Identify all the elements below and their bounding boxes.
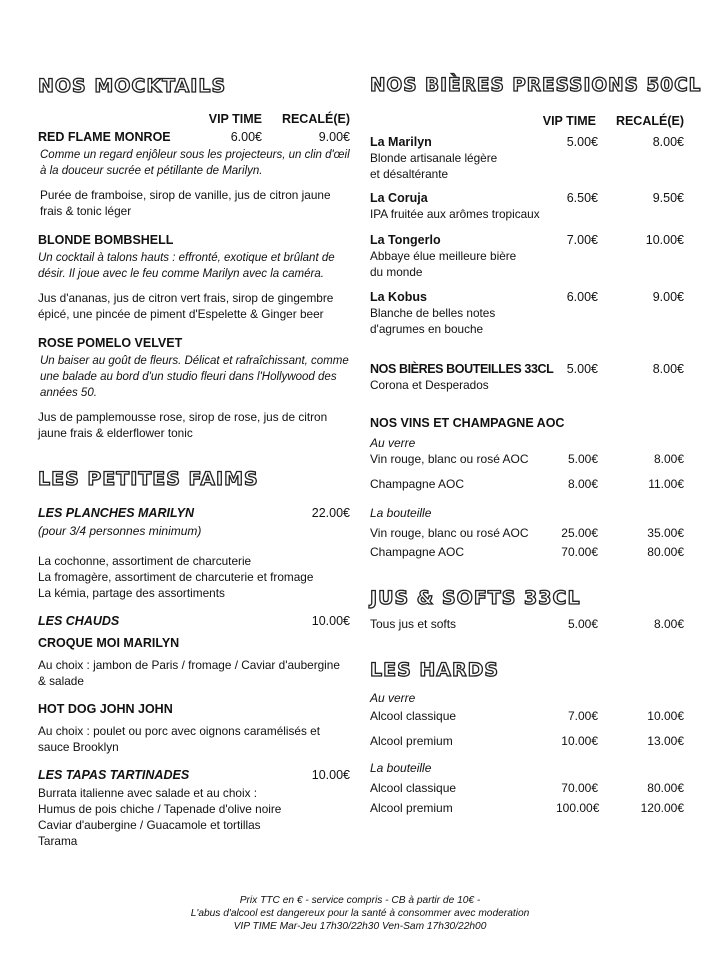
vins-verre-label: Au verre (370, 436, 416, 450)
tapas-line: Caviar d'aubergine / Guacamole et tortillas (38, 818, 261, 832)
bieres-title: NOS BIÈRES PRESSIONS 50CL (370, 75, 702, 96)
tapas-price: 10.00€ (311, 768, 350, 782)
price-vip: 8.00€ (567, 477, 598, 491)
planche-line: La fromagère, assortiment de charcuterie et fromage (38, 570, 314, 584)
price-recale: 11.00€ (648, 477, 684, 491)
biere-desc: d'agrumes en bouche (370, 322, 484, 336)
tapas-name: LES TAPAS TARTINADES (38, 768, 190, 782)
planches-price: 22.00€ (311, 506, 350, 520)
vin-row (370, 544, 684, 560)
mocktail-item (38, 335, 350, 441)
jus-row (370, 616, 684, 632)
price-vip: 5.00€ (566, 135, 598, 149)
hard-name: Alcool classique (370, 781, 457, 795)
planche-line: La cochonne, assortiment de charcuterie (38, 554, 252, 568)
biere-desc: et désaltérante (370, 167, 449, 181)
planche-line: La kémia, partage des assortiments (38, 586, 225, 600)
tapas-line: Burrata italienne avec salade et au choix : (38, 786, 258, 800)
right-column (370, 74, 702, 816)
recale-header: RECALÉ(E) (615, 114, 684, 128)
price-vip: 10.00€ (561, 734, 598, 748)
hards-verre-label: Au verre (370, 691, 416, 705)
vin-row (370, 451, 684, 467)
bieres-column-header (370, 114, 684, 128)
vins-section (370, 415, 684, 560)
vins-bouteille-label: La bouteille (370, 506, 432, 520)
bouteilles-desc: Corona et Desperados (370, 378, 489, 392)
chaud-item-desc: Au choix : poulet ou porc avec oignons caramélisés et sauce Brooklyn (38, 724, 320, 754)
vins-title: NOS VINS ET CHAMPAGNE AOC (370, 416, 565, 430)
hards-bouteille-label: La bouteille (370, 761, 432, 775)
price-recale: 8.00€ (652, 362, 684, 376)
recale-header: RECALÉ(E) (281, 112, 350, 126)
price-recale: 10.00€ (645, 233, 684, 247)
price-recale: 35.00€ (647, 526, 684, 540)
price-recale: 9.50€ (652, 191, 684, 205)
chauds-price: 10.00€ (311, 614, 350, 628)
vin-name: Vin rouge, blanc ou rosé AOC (370, 452, 529, 466)
tapas-line: Tarama (38, 834, 78, 848)
hard-row (370, 733, 684, 749)
jus-name: Tous jus et softs (370, 617, 457, 631)
price-vip: 6.00€ (566, 290, 598, 304)
biere-desc: Abbaye élue meilleure bière (370, 249, 517, 263)
mocktail-ingredients: Purée de framboise, sirop de vanille, jus de citron jaune frais & tonic léger (40, 188, 331, 218)
price-recale: 9.00€ (652, 290, 684, 304)
vin-row (370, 525, 684, 541)
mocktail-story: Comme un regard enjôleur sous les projecteurs, un clin d'œil à la douceur sucrée et pétillante de Marilyn. (40, 149, 350, 177)
hard-row (370, 708, 684, 724)
biere-desc: IPA fruitée aux arômes tropicaux (370, 207, 540, 221)
price-recale: 8.00€ (652, 135, 684, 149)
mocktail-ingredients: Jus d'ananas, jus de citron vert frais, sirop de gingembre épicé, une pincée de piment d'Espelette & Ginger beer (38, 291, 334, 321)
price-vip: 7.00€ (566, 233, 598, 247)
petites-faims-title: LES PETITES FAIMS (38, 468, 259, 490)
footer-line: Prix TTC en € - service compris - CB à partir de 10€ - (239, 895, 481, 906)
mocktails-title: NOS MOCKTAILS (38, 75, 227, 97)
bouteilles-section (370, 361, 684, 393)
bouteilles-name: NOS BIÈRES BOUTEILLES 33CL (370, 362, 554, 376)
price-vip: 5.00€ (566, 362, 598, 376)
planches-section (38, 505, 350, 601)
hard-row (370, 800, 684, 816)
planches-note: (pour 3/4 personnes minimum) (38, 524, 202, 538)
footer-line: L'abus d'alcool est dangereux pour la santé à consommer avec moderation (190, 908, 530, 919)
vin-name: Champagne AOC (370, 477, 465, 491)
price-recale: 120.00€ (640, 801, 684, 815)
biere-name: La Marilyn (370, 135, 432, 149)
price-vip: 25.00€ (561, 526, 598, 540)
price-vip: 7.00€ (567, 709, 598, 723)
mocktail-name: BLONDE BOMBSHELL (38, 233, 174, 247)
biere-item (370, 232, 684, 280)
biere-item (370, 289, 684, 337)
price-vip: 5.00€ (567, 452, 598, 466)
chaud-item-name: CROQUE MOI MARILYN (38, 636, 180, 650)
vin-name: Vin rouge, blanc ou rosé AOC (370, 526, 529, 540)
price-vip: 70.00€ (561, 545, 598, 559)
vin-name: Champagne AOC (370, 545, 465, 559)
price-vip: 6.00€ (230, 130, 262, 144)
price-recale: 10.00€ (647, 709, 684, 723)
mocktail-item (38, 129, 350, 219)
price-recale: 13.00€ (647, 734, 684, 748)
biere-name: La Tongerlo (370, 233, 441, 247)
biere-item (370, 190, 684, 222)
price-recale: 9.00€ (318, 130, 350, 144)
price-recale: 8.00€ (653, 617, 684, 631)
biere-name: La Coruja (370, 191, 428, 205)
price-vip: 5.00€ (567, 617, 598, 631)
hard-name: Alcool premium (370, 734, 453, 748)
price-vip: 70.00€ (561, 781, 598, 795)
footer-line: VIP TIME Mar-Jeu 17h30/22h30 Ven-Sam 17h30/22h00 (233, 921, 487, 932)
tapas-line: Humus de pois chiche / Tapenade d'olive noire (38, 802, 282, 816)
footer (0, 894, 720, 933)
biere-name: La Kobus (370, 290, 427, 304)
tapas-section (38, 767, 350, 849)
biere-desc: du monde (370, 265, 423, 279)
vip-time-header: VIP TIME (208, 112, 262, 126)
jus-title: JUS & SOFTS 33CL (370, 587, 581, 609)
chauds-name: LES CHAUDS (38, 614, 120, 628)
mocktail-story: Un cocktail à talons hauts : effronté, exotique et brûlant de désir. Il joue avec le feu comme Marilyn avec la caméra. (38, 252, 335, 280)
chaud-item-name: HOT DOG JOHN JOHN (38, 702, 173, 716)
planches-name: LES PLANCHES MARILYN (38, 506, 195, 520)
price-recale: 80.00€ (647, 545, 684, 559)
price-vip: 6.50€ (566, 191, 598, 205)
hard-name: Alcool premium (370, 801, 453, 815)
price-recale: 8.00€ (653, 452, 684, 466)
hard-row (370, 780, 684, 796)
price-recale: 80.00€ (647, 781, 684, 795)
mocktails-column-header (38, 112, 350, 126)
price-vip: 100.00€ (556, 801, 600, 815)
biere-item (370, 134, 684, 182)
left-column (38, 74, 350, 849)
mocktail-name: ROSE POMELO VELVET (38, 336, 183, 350)
mocktail-ingredients: Jus de pamplemousse rose, sirop de rose, jus de citron jaune frais & elderflower tonic (38, 410, 328, 440)
hard-name: Alcool classique (370, 709, 457, 723)
biere-desc: Blonde artisanale légère (370, 151, 498, 165)
hards-title: LES HARDS (370, 659, 500, 681)
mocktail-name: RED FLAME MONROE (38, 130, 171, 144)
mocktail-item (38, 232, 350, 322)
biere-desc: Blanche de belles notes (370, 306, 496, 320)
chauds-section (38, 613, 350, 755)
vip-time-header: VIP TIME (542, 114, 596, 128)
chaud-item-desc: Au choix : jambon de Paris / fromage / Caviar d'aubergine & salade (38, 658, 340, 688)
vin-row (370, 476, 684, 492)
mocktail-story: Un baiser au goût de fleurs. Délicat et rafraîchissant, comme une balade au bord d'un studio fleuri dans l'Hollywood des années 50. (40, 355, 349, 399)
